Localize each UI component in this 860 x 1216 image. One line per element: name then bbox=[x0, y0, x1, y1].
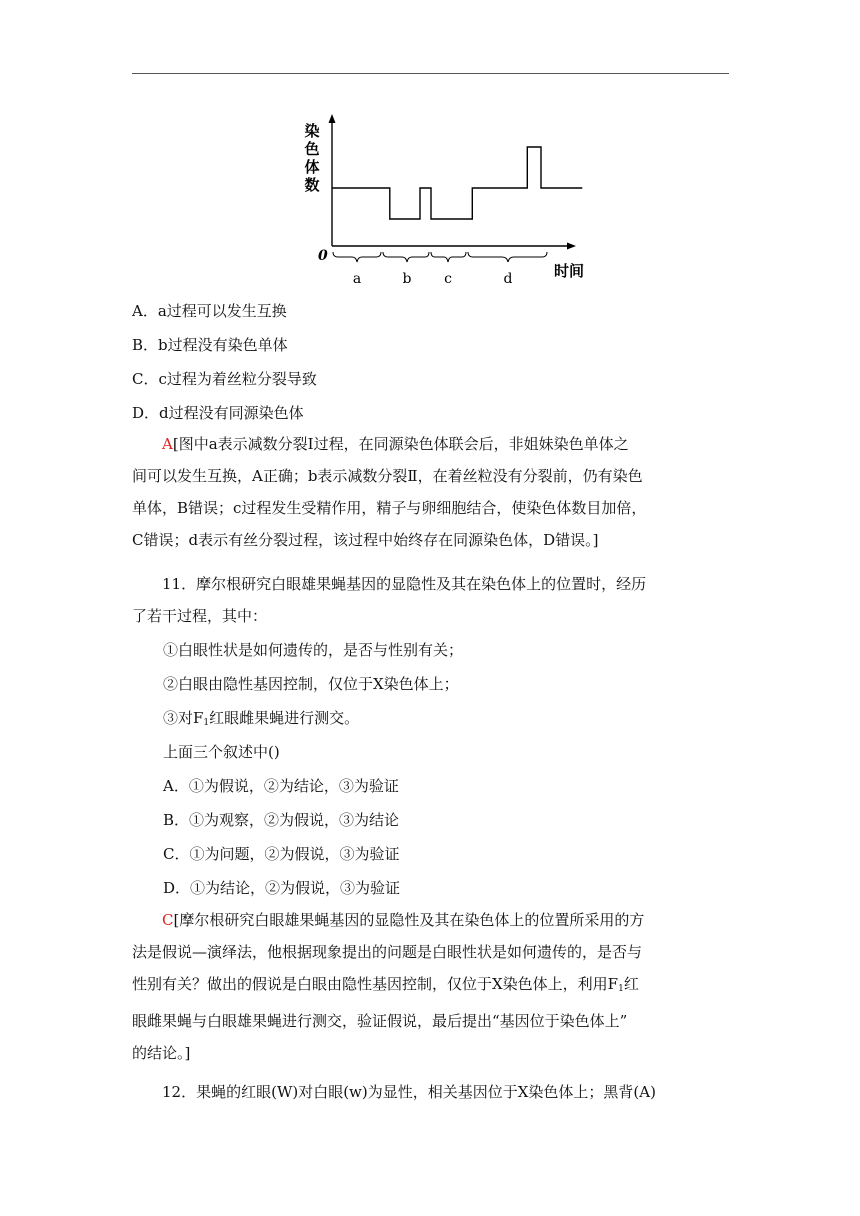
q10-answer-letter: A bbox=[162, 435, 173, 453]
q11-item-2: ②白眼由隐性基因控制，仅位于X染色体上； bbox=[163, 675, 459, 693]
q11-explanation-line: 性别有关？做出的假说是白眼由隐性基因控制，仅位于X染色体上，利用$F_1$红 bbox=[132, 975, 639, 994]
q10-option-c: C．c过程为着丝粒分裂导致 bbox=[132, 370, 317, 388]
q11-stem-line: 了若干过程，其中： bbox=[132, 607, 268, 625]
origin-label: 0 bbox=[318, 248, 328, 264]
segment-label-a: a bbox=[352, 271, 362, 287]
q12-stem bbox=[132, 1076, 732, 1108]
q10-option-b: B．b过程没有染色单体 bbox=[132, 336, 288, 354]
q11-explanation-line: 法是假说—演绎法，他根据现象提出的问题是白眼性状是如何遗传的，是否与 bbox=[132, 943, 643, 961]
q10-option-d: D．d过程没有同源染色体 bbox=[132, 404, 304, 422]
q11-explanation-line: [摩尔根研究白眼雄果蝇基因的显隐性及其在染色体上的位置所采用的方 bbox=[173, 911, 645, 929]
chromosome-step-chart bbox=[300, 112, 590, 292]
q10-explanation-line: C错误；d表示有丝分裂过程，该过程中始终存在同源染色体，D错误。] bbox=[132, 531, 599, 549]
q11-stem-line: 11．摩尔根研究白眼雄果蝇基因的显隐性及其在染色体上的位置时，经历 bbox=[162, 575, 647, 593]
y-axis-arrow bbox=[329, 114, 336, 123]
q10-explanation-line: [图中a表示减数分裂Ⅰ过程，在同源染色体联会后，非姐妹染色单体之 bbox=[172, 435, 629, 453]
y-label-char: 体 bbox=[304, 158, 320, 176]
q10-option-a: A．a过程可以发生互换 bbox=[132, 302, 287, 320]
chromosome-number-line bbox=[332, 147, 582, 219]
segment-brace-a bbox=[333, 252, 381, 262]
q11-stem bbox=[132, 568, 732, 632]
segment-label-d: d bbox=[503, 271, 513, 287]
q11-option-c: C．①为问题，②为假说，③为验证 bbox=[163, 845, 400, 863]
segment-label-c: c bbox=[444, 271, 452, 287]
segment-label-b: b bbox=[402, 271, 412, 287]
q10-explanation-line: 单体，B错误；c过程发生受精作用，精子与卵细胞结合，使染色体数目加倍， bbox=[132, 499, 647, 517]
q11-option-d: D．①为结论，②为假说，③为验证 bbox=[163, 879, 401, 897]
q11-option-a: A．①为假说，②为结论，③为验证 bbox=[163, 777, 399, 795]
q11-explanation-line: 眼雌果蝇与白眼雄果蝇进行测交，验证假说，最后提出“基因位于染色体上” bbox=[132, 1012, 628, 1030]
q10-explanation-line: 间可以发生互换，A正确；b表示减数分裂Ⅱ，在着丝粒没有分裂前，仍有染色 bbox=[132, 467, 643, 485]
y-label-char: 色 bbox=[304, 140, 320, 158]
x-axis-arrow bbox=[567, 243, 576, 250]
x-axis-label: 时间 bbox=[554, 262, 585, 280]
y-label-char: 染 bbox=[304, 122, 320, 140]
q11-item-1: ①白眼性状是如何遗传的，是否与性别有关； bbox=[163, 641, 464, 659]
q11-item-3: ③对$F_1$红眼雌果蝇进行测交。 bbox=[163, 709, 360, 728]
q11-explanation-line: 的结论。] bbox=[132, 1044, 191, 1062]
q11-explanation bbox=[132, 904, 732, 1069]
q10-explanation bbox=[132, 428, 732, 556]
q11-answer-letter: C bbox=[162, 911, 174, 929]
q11-option-b: B．①为观察，②为假说，③为结论 bbox=[163, 811, 400, 829]
q11-prompt: 上面三个叙述中() bbox=[163, 743, 280, 761]
header-rule bbox=[132, 73, 729, 74]
segment-brace-c bbox=[431, 252, 466, 262]
q12-stem-line: 12．果蝇的红眼(W)对白眼(w)为显性，相关基因位于X染色体上；黑背(A) bbox=[162, 1083, 656, 1101]
segment-brace-b bbox=[383, 252, 429, 262]
segment-brace-d bbox=[468, 252, 547, 262]
y-label-char: 数 bbox=[304, 176, 320, 194]
